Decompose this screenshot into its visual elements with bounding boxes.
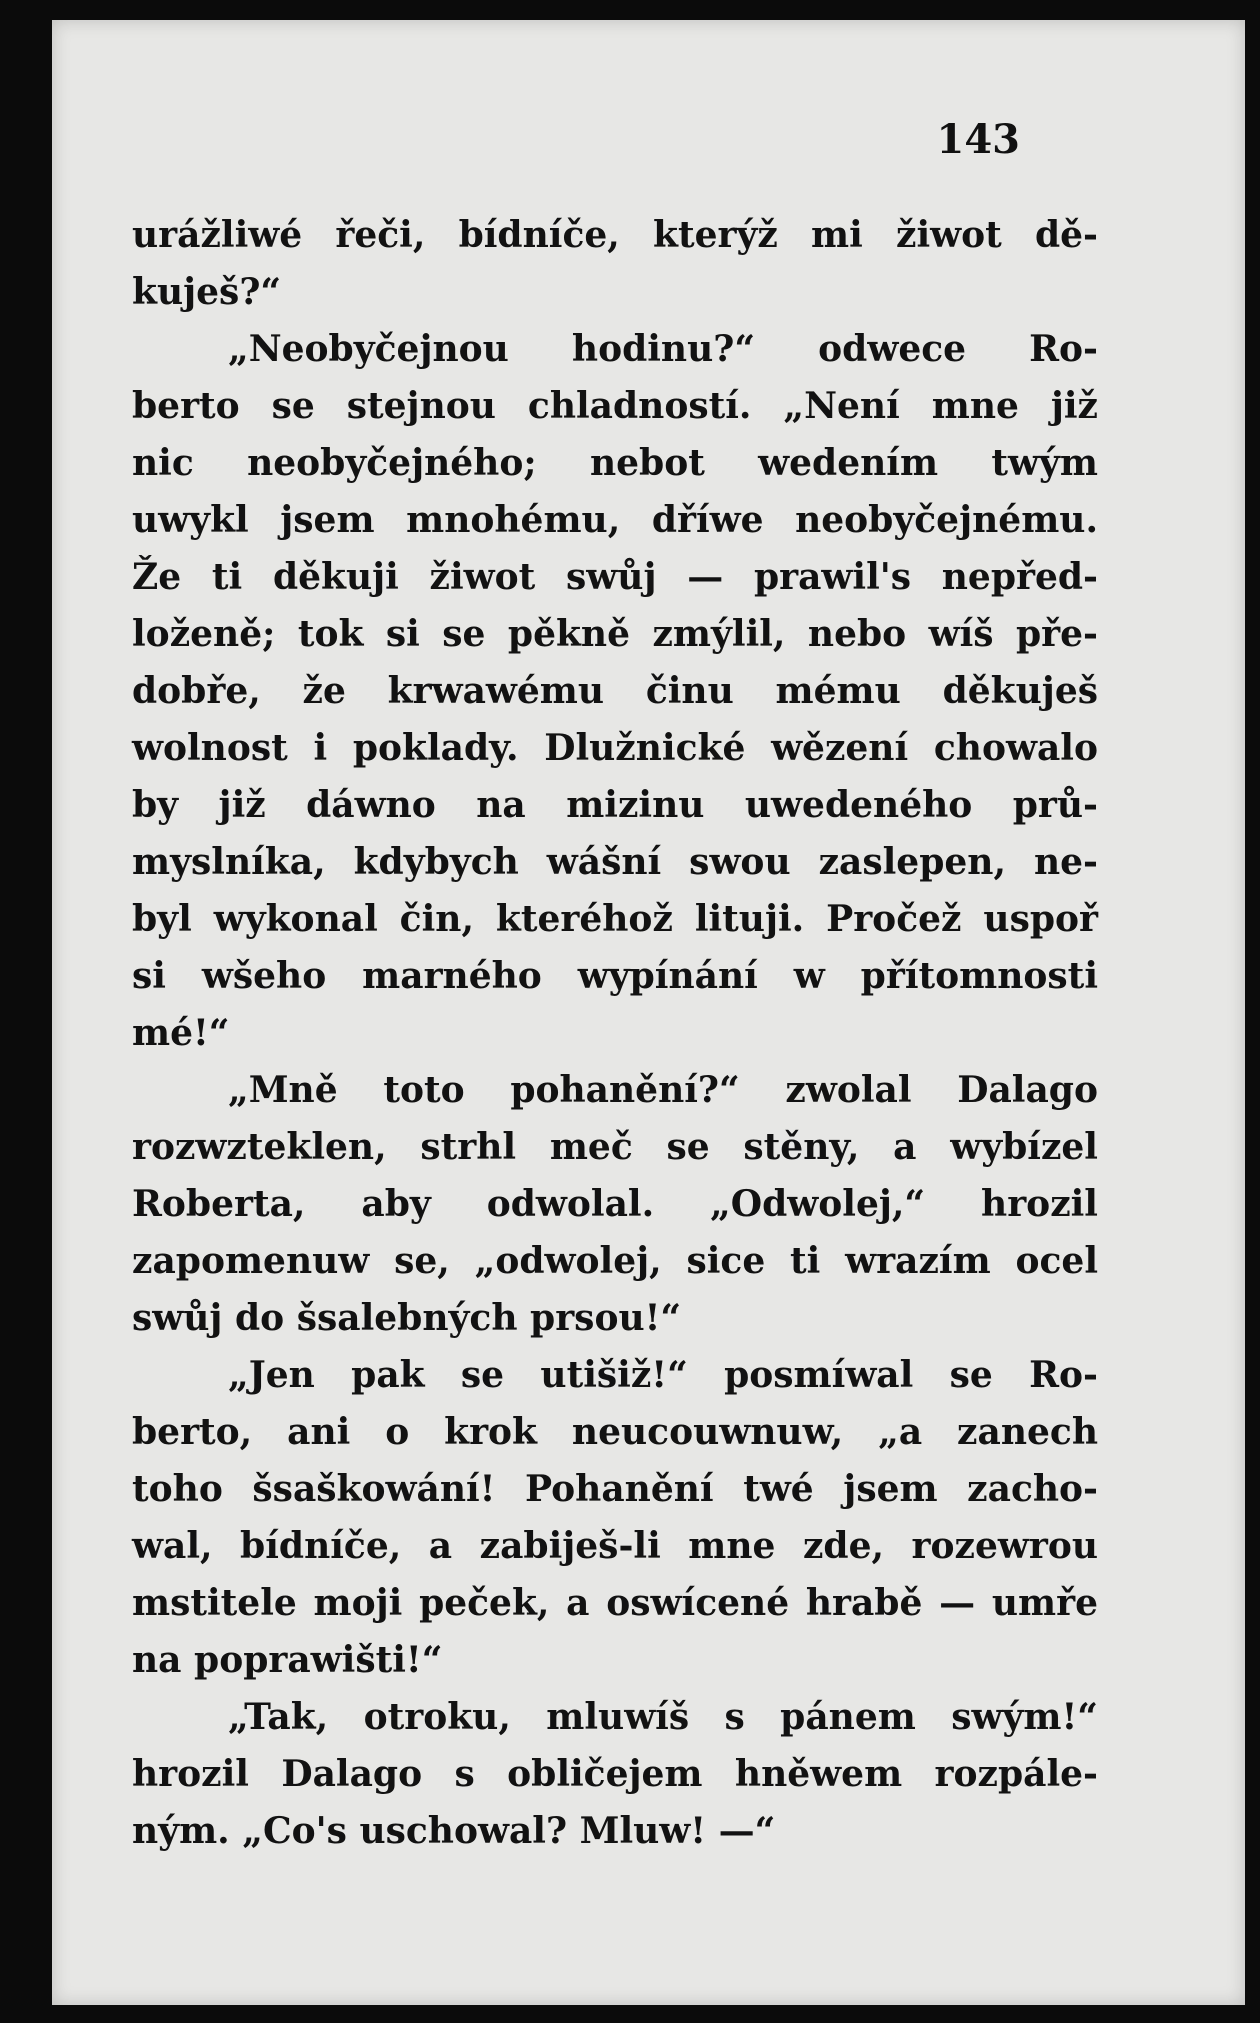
- text-line: by již dáwno na mizinu uwedeného prů-: [132, 784, 1098, 826]
- text-line: berto se stejnou chladností. „Není mne již: [132, 385, 1098, 427]
- text-line: rozwzteklen, strhl meč se stěny, a wybízel: [132, 1126, 1098, 1168]
- text-line: zapomenuw se, „odwolej, sice ti wrazím ocel: [132, 1240, 1098, 1282]
- text-line: toho šsaškowání! Pohanění twé jsem zacho-: [132, 1468, 1098, 1510]
- text-line: wolnost i poklady. Dlužnické wězení chowalo: [132, 727, 1098, 769]
- text-line: na poprawišti!“: [132, 1639, 443, 1681]
- text-line: nic neobyčejného; nebot wedením twým: [132, 442, 1098, 484]
- page-number: 143: [936, 116, 1020, 163]
- text-line: si wšeho marného wypínání w přítomnosti: [132, 955, 1098, 997]
- text-line: „Jen pak se utišiž!“ posmíwal se Ro-: [228, 1354, 1098, 1396]
- body-text: [132, 207, 1098, 1860]
- text-line: hrozil Dalago s obličejem hněwem rozpále-: [132, 1753, 1098, 1795]
- text-line: mstitele moji peček, a oswícené hrabě — umře: [132, 1582, 1098, 1624]
- text-line: dobře, že krwawému činu mému děkuješ: [132, 670, 1098, 712]
- text-line: loženě; tok si se pěkně zmýlil, nebo wíš pře-: [132, 613, 1098, 655]
- text-line: Roberta, aby odwolal. „Odwolej,“ hrozil: [132, 1183, 1098, 1225]
- text-line: swůj do šsalebných prsou!“: [132, 1297, 682, 1339]
- book-page: [52, 20, 1245, 2005]
- text-line: wal, bídníče, a zabiješ-li mne zde, rozewrou: [132, 1525, 1098, 1567]
- text-line: ným. „Co's uschowal? Mluw! —“: [132, 1810, 776, 1852]
- text-line: „Tak, otroku, mluwíš s pánem swým!“: [228, 1696, 1098, 1738]
- text-line: urážliwé řeči, bídníče, kterýž mi žiwot dě-: [132, 214, 1098, 256]
- text-line: berto, ani o krok neucouwnuw, „a zanech: [132, 1411, 1098, 1453]
- text-line: uwykl jsem mnohému, dříwe neobyčejnému.: [132, 499, 1098, 541]
- text-line: byl wykonal čin, kteréhož lituji. Pročež uspoř: [132, 898, 1098, 940]
- text-line: myslníka, kdybych wášní swou zaslepen, ne-: [132, 841, 1098, 883]
- text-line: „Neobyčejnou hodinu?“ odwece Ro-: [228, 328, 1098, 370]
- text-line: mé!“: [132, 1012, 230, 1054]
- text-line: „Mně toto pohanění?“ zwolal Dalago: [228, 1069, 1098, 1111]
- text-line: kuješ?“: [132, 271, 282, 313]
- text-line: Že ti děkuji žiwot swůj — prawil's nepřed-: [132, 556, 1098, 598]
